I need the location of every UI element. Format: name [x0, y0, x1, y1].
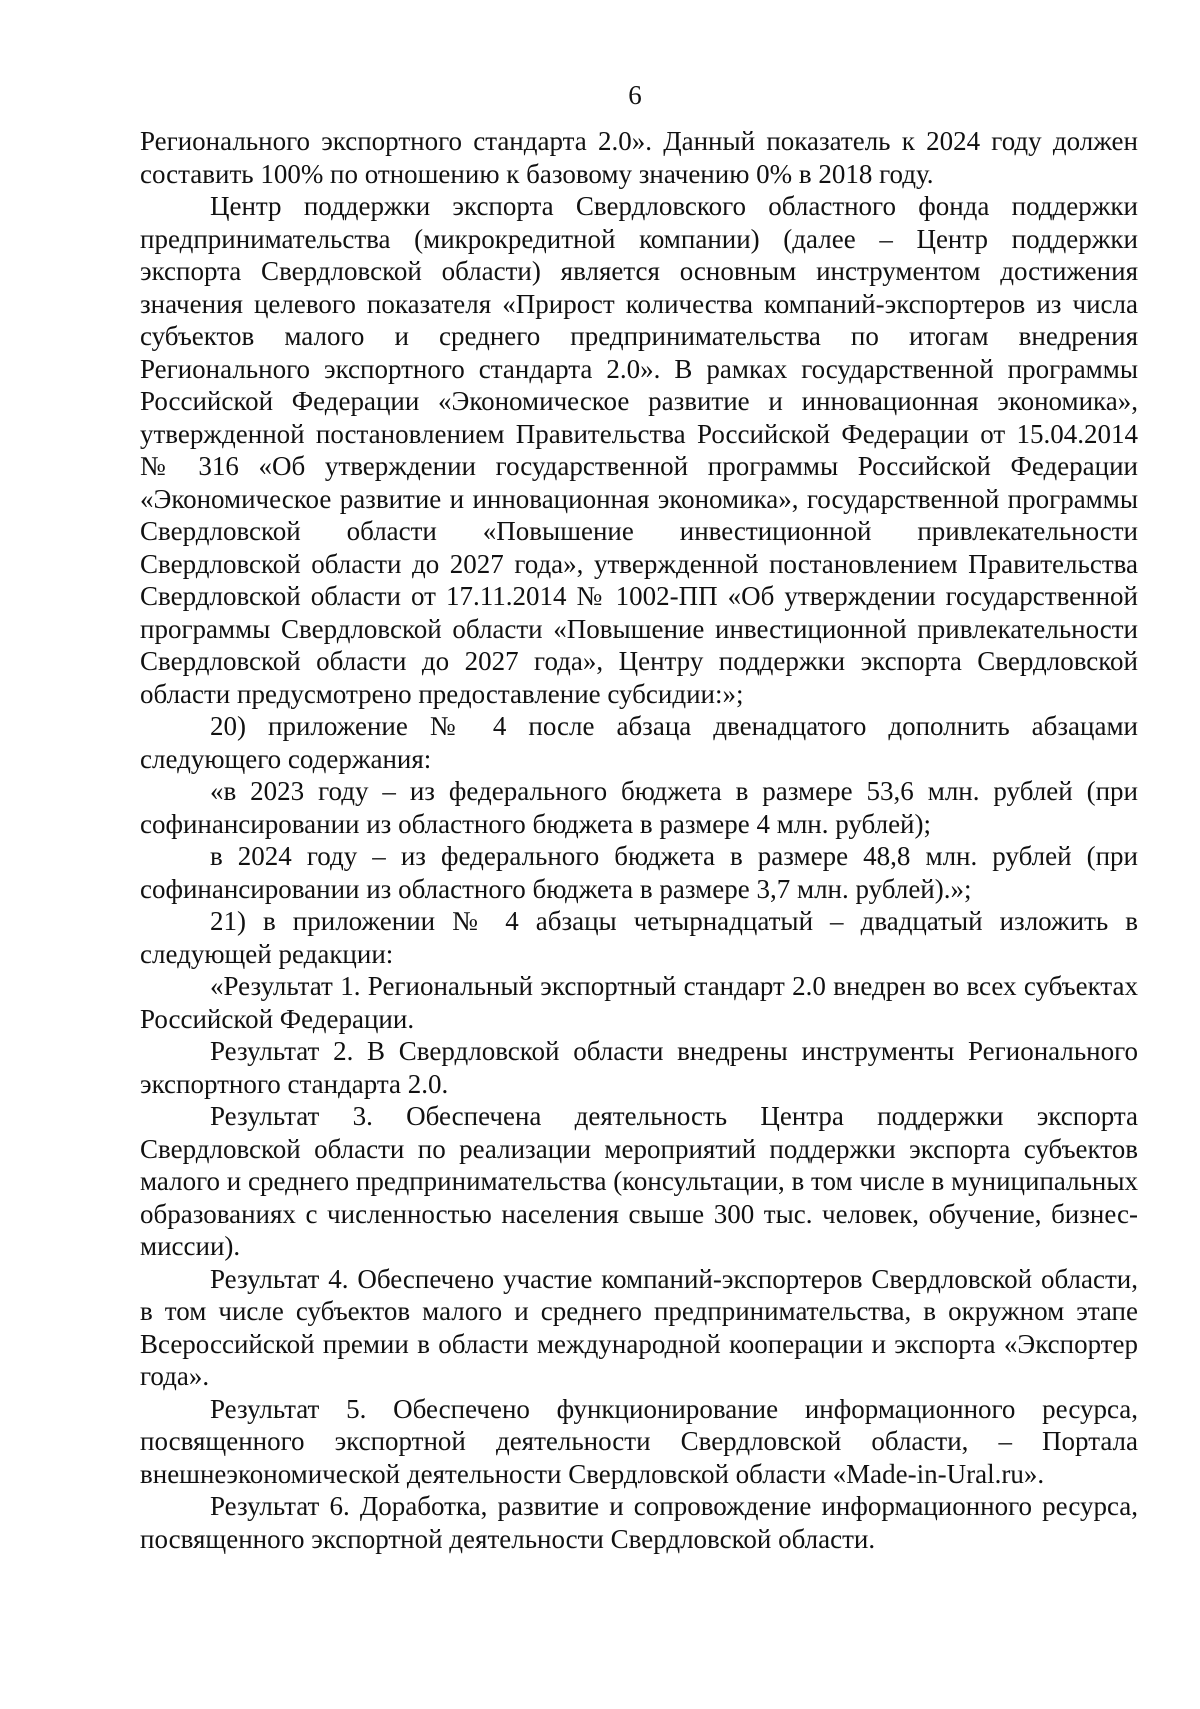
paragraph: Результат 4. Обеспечено участие компаний-экспортеров Свердловской области, в том числе субъектов малого и среднего предпринимательства, в окружном этапе Всероссийской премии в области международной кооперации и экспорта «Экспортер года». — [140, 1263, 1138, 1391]
paragraph: Результат 2. В Свердловской области внедрены инструменты Регионального экспортного стандарта 2.0. — [140, 1036, 1138, 1099]
paragraph: Регионального экспортного стандарта 2.0». Данный показатель к 2024 году должен составить 100% по отношению к базовому значению 0% в 2018 году. — [140, 126, 1138, 189]
paragraph: в 2024 году – из федерального бюджета в размере 48,8 млн. рублей (при софинансировании из областного бюджета в размере 3,7 млн. рублей).»; — [140, 841, 1138, 904]
document-body — [140, 125, 1138, 1555]
paragraph: «Результат 1. Региональный экспортный стандарт 2.0 внедрен во всех субъектах Российской Федерации. — [140, 971, 1138, 1034]
paragraph: 21) в приложении № 4 абзацы четырнадцатый – двадцатый изложить в следующей редакции: — [140, 906, 1138, 969]
paragraph: Центр поддержки экспорта Свердловского областного фонда поддержки предпринимательства (микрокредитной компании) (далее – Центр поддержки экспорта Свердловской области) является основным инструментом достижения значения целевого показателя «Прирост количества компаний-экспортеров из числа субъектов малого и среднего предпринимательства по итогам внедрения Регионального экспортного стандарта 2.0». В рамках государственной программы Российской Федерации «Экономическое развитие и инновационная экономика», утвержденной постановлением Правительства Российской Федерации от 15.04.2014 № 316 «Об утверждении государственной программы Российской Федерации «Экономическое развитие и инновационная экономика», государственной программы Свердловской области «Повышение инвестиционной привлекательности Свердловской области до 2027 года», утвержденной постановлением Правительства Свердловской области от 17.11.2014 № 1002-ПП «Об утверждении государственной программы Свердловской области «Повышение инвестиционной привлекательности Свердловской области до 2027 года», Центру поддержки экспорта Свердловской области предусмотрено предоставление субсидии:»; — [140, 191, 1138, 709]
paragraph: Результат 6. Доработка, развитие и сопровождение информационного ресурса, посвященного экспортной деятельности Свердловской области. — [140, 1491, 1138, 1554]
paragraph: Результат 5. Обеспечено функционирование информационного ресурса, посвященного экспортной деятельности Свердловской области, – Портала внешнеэкономической деятельности Свердловской области «Made-in-Ural.ru». — [140, 1393, 1138, 1489]
paragraph: «в 2023 году – из федерального бюджета в размере 53,6 млн. рублей (при софинансировании из областного бюджета в размере 4 млн. рублей); — [140, 776, 1138, 839]
paragraph: Результат 3. Обеспечена деятельность Центра поддержки экспорта Свердловской области по реализации мероприятий поддержки экспорта субъектов малого и среднего предпринимательства (консультации, в том числе в муниципальных образованиях с численностью населения свыше 300 тыс. человек, обучение, бизнес-миссии). — [140, 1101, 1138, 1261]
paragraph: 20) приложение № 4 после абзаца двенадцатого дополнить абзацами следующего содержания: — [140, 711, 1138, 774]
page-number: 6 — [628, 80, 642, 110]
